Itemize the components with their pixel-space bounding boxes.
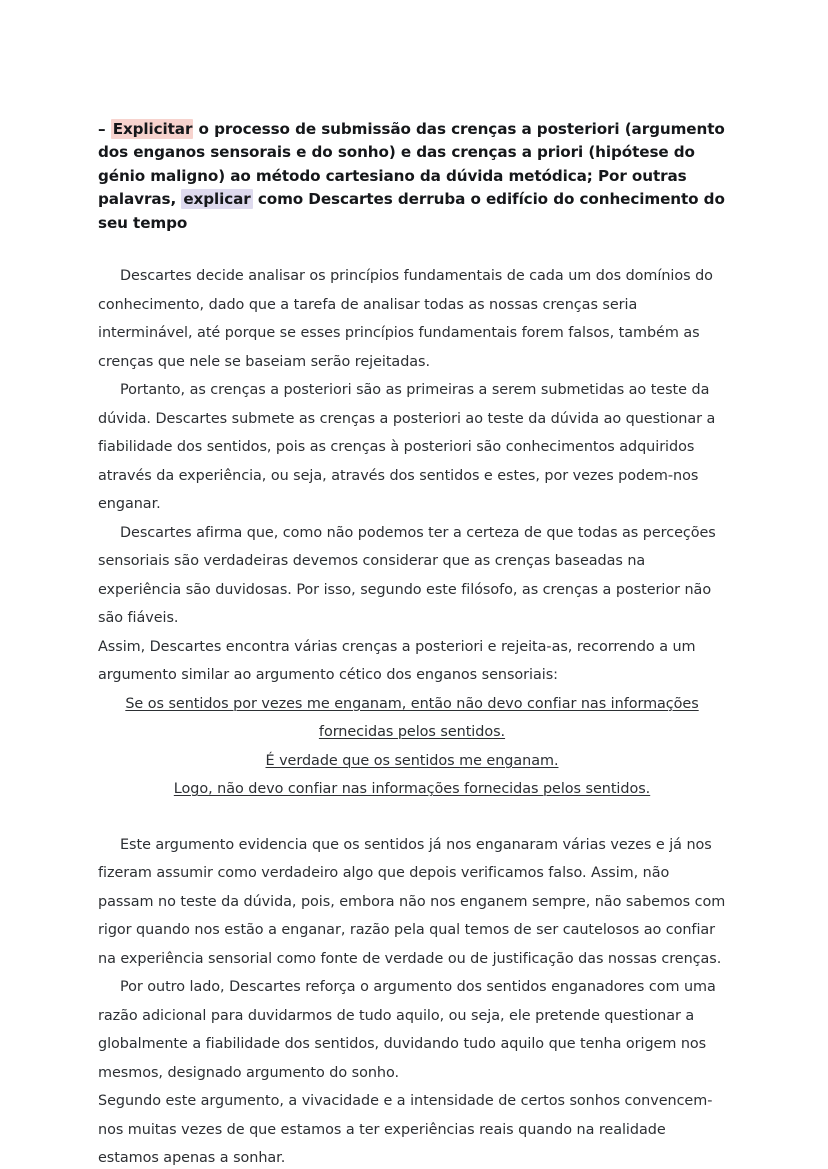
- paragraph-3: Descartes afirma que, como não podemos ter a certeza de que todas as perceções sensoriais são verdadeiras devemos considerar que as crenças baseadas na experiência são duvidosas. Por isso, segundo este filósofo, as crenças a posterior não são fiáveis.: [98, 524, 716, 627]
- syllogism-block: [98, 690, 726, 804]
- body-paragraphs-after: [98, 831, 726, 1169]
- prompt-segment-2: como Descartes derruba o edifício do conhecimento do seu tempo: [98, 190, 725, 232]
- paragraph-4: Assim, Descartes encontra várias crenças a posteriori e rejeita-as, recorrendo a um argumento similar ao argumento cético dos enganos sensoriais:: [98, 638, 696, 684]
- syllogism-line-3: [98, 747, 726, 776]
- section-spacer: [98, 804, 726, 831]
- syllogism-line-1-text: Se os sentidos por vezes me enganam, então não devo confiar nas informações: [125, 695, 699, 712]
- syllogism-line-1: [98, 690, 726, 719]
- syllogism-line-4: [98, 775, 726, 804]
- prompt-dash: –: [98, 120, 111, 138]
- paragraph-6: Por outro lado, Descartes reforça o argumento dos sentidos enganadores com uma razão adicional para duvidarmos de tudo aquilo, ou seja, ele pretende questionar a globalmente a fiabilidade dos sentidos, duvidando tudo aquilo que tenha origem nos mesmos, designado argumento do sonho.: [98, 979, 716, 1081]
- paragraph-5: Este argumento evidencia que os sentidos já nos enganaram várias vezes e já nos fizeram assumir como verdadeiro algo que depois verificamos falso. Assim, não passam no teste da dúvida, pois, embora não nos enganem sempre, não sabemos com rigor quando nos estão a enganar, razão pela qual temos de ser cautelosos ao confiar na experiência sensorial como fonte de verdade ou de justificação das nossas crenças.: [98, 836, 726, 967]
- highlight-explicitar: Explicitar: [112, 120, 193, 138]
- paragraph-2: Portanto, as crenças a posteriori são as primeiras a serem submetidas ao teste da dúvida. Descartes submete as crenças a posteriori ao teste da dúvida ao questionar a fiabilidade dos sentidos, pois as crenças à posteriori são conhecimentos adquiridos através da experiência, ou seja, através dos sentidos e estes, por vezes podem-nos enganar.: [98, 382, 716, 513]
- paragraph-7: Segundo este argumento, a vivacidade e a intensidade de certos sonhos convencem-nos muitas vezes de que estamos a ter experiências reais quando na realidade estamos apenas a sonhar.: [98, 1093, 713, 1167]
- syllogism-line-4-text: Logo, não devo confiar nas informações fornecidas pelos sentidos.: [173, 781, 651, 798]
- assignment-prompt: [98, 118, 726, 235]
- body-paragraphs: [98, 262, 726, 690]
- syllogism-line-2-text: fornecidas pelos sentidos.: [318, 724, 506, 741]
- document-text-column: [98, 118, 726, 1169]
- syllogism-line-2: [98, 718, 726, 747]
- highlight-explicar: explicar: [183, 190, 251, 209]
- paragraph-1: Descartes decide analisar os princípios fundamentais de cada um dos domínios do conhecimento, dado que a tarefa de analisar todas as nossas crenças seria interminável, até porque se esses princípios fundamentais forem falsos, também as crenças que nele se baseiam serão rejeitadas.: [98, 268, 713, 370]
- syllogism-line-3-text: É verdade que os sentidos me enganam.: [265, 752, 559, 769]
- prompt-segment-1: o processo de submissão das crenças a posteriori (argumento dos enganos sensorais e do sonho) e das crenças a priori (hipótese do génio maligno) ao método cartesiano da dúvida metódica; Por outras palavras,: [98, 120, 725, 209]
